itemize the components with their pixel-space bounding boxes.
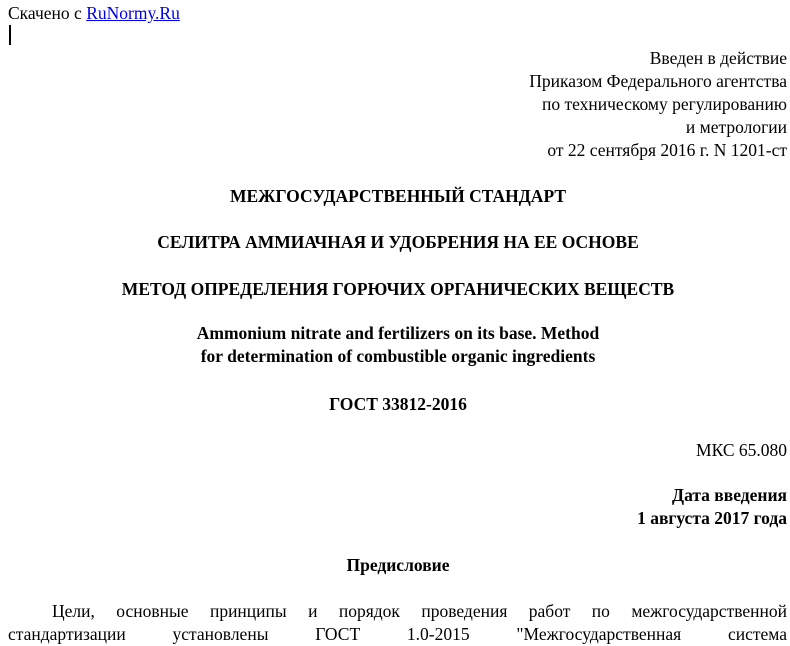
date-label: Дата введения (672, 485, 787, 505)
title-en-1: Ammonium nitrate and fertilizers on its base. Method (196, 323, 600, 343)
foreword-line: Цели, основные принципы и порядок проведения работ по межгосударственной (52, 601, 787, 621)
foreword-paragraph (8, 600, 787, 646)
enactment-block (529, 47, 787, 162)
date-value: 1 августа 2017 года (637, 508, 787, 528)
source-line (8, 3, 180, 23)
enactment-line: Введен в действие (649, 48, 787, 68)
standard-type: МЕЖГОСУДАРСТВЕННЫЙ СТАНДАРТ (229, 186, 567, 206)
title-ru-1: СЕЛИТРА АММИАЧНАЯ И УДОБРЕНИЯ НА ЕЕ ОСНОВЕ (157, 232, 639, 252)
introduction-date (637, 484, 787, 530)
source-prefix: Скачено с (8, 3, 87, 23)
title-en (0, 322, 790, 368)
source-link[interactable]: RuNormy.Ru (86, 3, 180, 23)
text-caret (9, 25, 11, 45)
enactment-line: по техническому регулированию (541, 94, 787, 114)
foreword-heading: Предисловие (346, 555, 450, 575)
enactment-line: от 22 сентября 2016 г. N 1201-ст (547, 140, 787, 160)
gost-number: ГОСТ 33812-2016 (329, 394, 467, 414)
title-ru-2: МЕТОД ОПРЕДЕЛЕНИЯ ГОРЮЧИХ ОРГАНИЧЕСКИХ ВЕЩЕСТВ (121, 279, 675, 299)
foreword-line: стандартизации установлены ГОСТ 1.0-2015 "Межгосударственная система (8, 624, 787, 644)
enactment-line: Приказом Федерального агентства (529, 71, 787, 91)
title-en-2: for determination of combustible organic ingredients (200, 346, 596, 366)
enactment-line: и метрологии (685, 117, 787, 137)
mks-code: МКС 65.080 (696, 440, 787, 460)
